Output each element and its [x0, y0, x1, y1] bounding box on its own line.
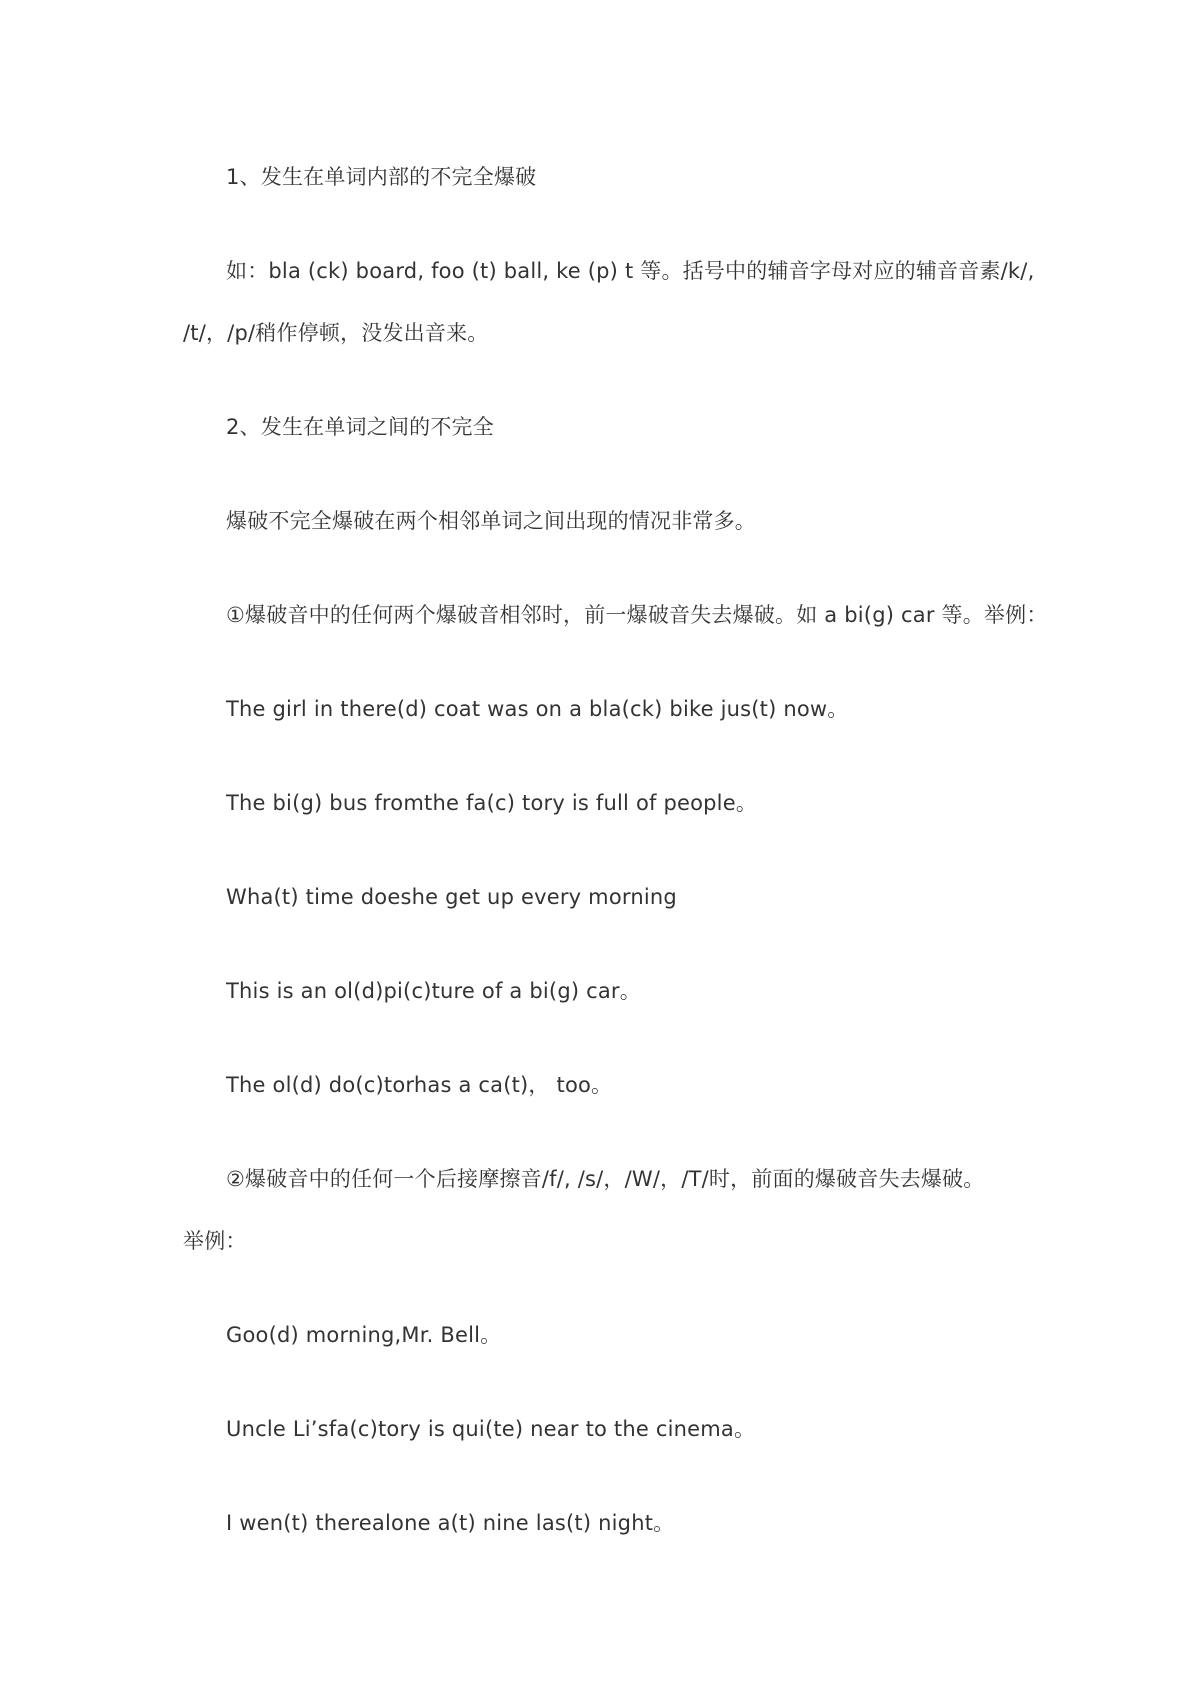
paragraph-line: 如：bla (ck) board, foo (t) ball, ke (p) t 等。括号中的辅音字母对应的辅音音素/k/, [226, 259, 1035, 283]
paragraph-line: 爆破不完全爆破在两个相邻单词之间出现的情况非常多。 [226, 509, 756, 533]
example-sentence: The bi(g) bus fromthe fa(c) tory is full of people。 [226, 791, 758, 815]
example-sentence: Wha(t) time doeshe get up every morning [226, 885, 677, 909]
example-sentence: Uncle Li’sfa(c)tory is qui(te) near to the cinema。 [226, 1417, 756, 1441]
paragraph-line-continued: /t/，/p/稍作停顿，没发出音来。 [183, 321, 489, 345]
example-sentence: The ol(d) do(c)torhas a ca(t)， too。 [226, 1073, 613, 1097]
rule-2-line: ②爆破音中的任何一个后接摩擦音/f/, /s/，/W/，/T/时，前面的爆破音失去爆破。 [226, 1167, 985, 1191]
example-sentence: Goo(d) morning,Mr. Bell。 [226, 1323, 502, 1347]
example-sentence: I wen(t) therealone a(t) nine las(t) night。 [226, 1511, 675, 1535]
section-2-heading: 2、发生在单词之间的不完全 [226, 415, 494, 439]
rule-2-line-continued: 举例： [183, 1229, 247, 1253]
section-1-heading: 1、发生在单词内部的不完全爆破 [226, 165, 537, 189]
rule-1-line: ①爆破音中的任何两个爆破音相邻时，前一爆破音失去爆破。如 a bi(g) car 等。举例： [226, 603, 1048, 627]
example-sentence: The girl in there(d) coat was on a bla(ck) bike jus(t) now。 [226, 697, 849, 721]
example-sentence: This is an ol(d)pi(c)ture of a bi(g) car。 [226, 979, 641, 1003]
